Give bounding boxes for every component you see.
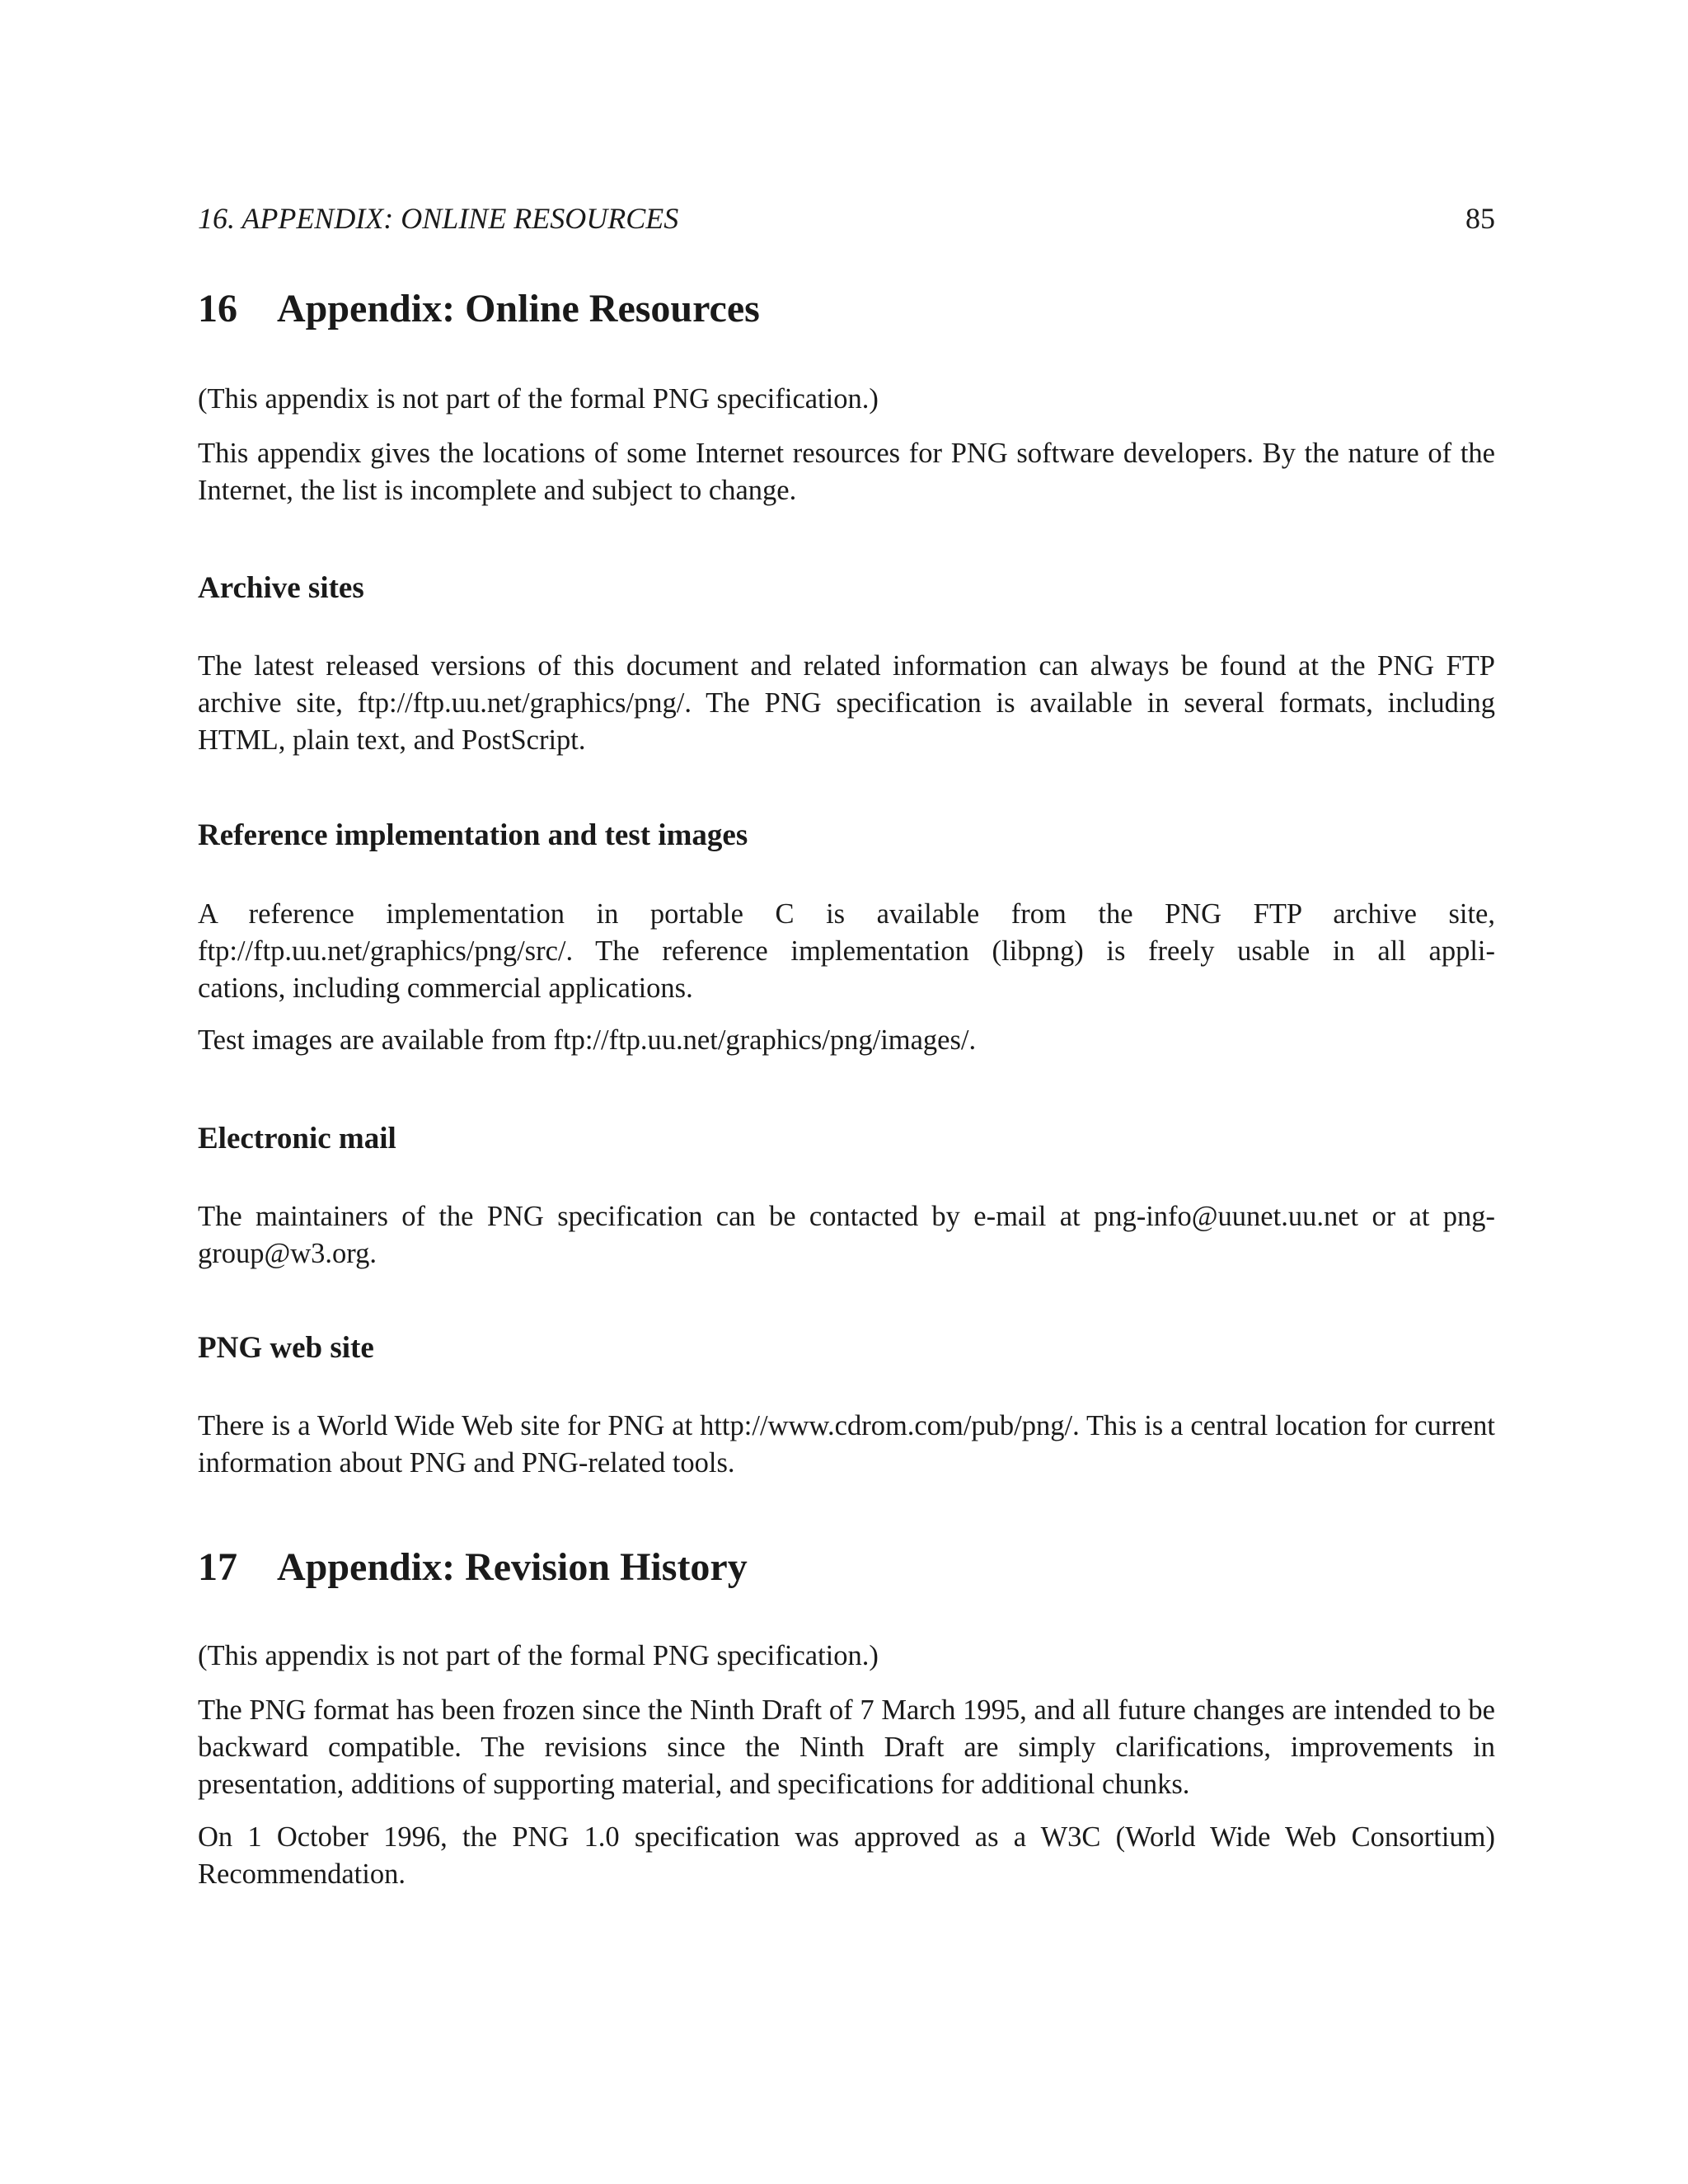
png-web-site-paragraph: There is a World Wide Web site for PNG at http://www.cdrom.com/pub/png/. This is a central location for current information about PNG and PNG-related tools.: [198, 1410, 1495, 1479]
archive-sites-paragraph: The latest released versions of this document and related information can always be found at the PNG FTP archive site, ftp://ftp.uu.net/graphics/png/. The PNG specification is available in several formats, including HTML, plain text, and PostScript.: [198, 650, 1495, 756]
section-16-heading: [198, 284, 1495, 334]
reference-implementation-heading: Reference implementation and test images: [198, 818, 748, 852]
section-17-intro-note: (This appendix is not part of the formal PNG specification.): [198, 1640, 879, 1671]
section-title: Appendix: Online Resources: [277, 287, 760, 330]
section-17-paragraph-1: The PNG format has been frozen since the Ninth Draft of 7 March 1995, and all future changes are intended to be backward compatible. The revisions since the Ninth Draft are simply clarifications, improvements in presentation, additions of supporting material, and specifications for additional chunks.: [198, 1694, 1495, 1800]
test-images-paragraph: Test images are available from ftp://ftp.uu.net/graphics/png/images/.: [198, 1024, 977, 1056]
running-header-chapter: 16. APPENDIX: ONLINE RESOURCES: [198, 202, 679, 235]
section-17-heading: [198, 1543, 1495, 1592]
section-title: Appendix: Revision History: [277, 1545, 748, 1589]
section-number: 16: [198, 287, 237, 330]
png-web-site-heading: PNG web site: [198, 1331, 374, 1365]
section-number: 17: [198, 1545, 237, 1589]
section-16-intro-paragraph: This appendix gives the locations of some Internet resources for PNG software developers. By the nature of the Internet, the list is incomplete and subject to change.: [198, 438, 1495, 506]
section-16-intro-note: (This appendix is not part of the formal PNG specification.): [198, 383, 879, 415]
running-header: [198, 198, 1495, 239]
electronic-mail-heading: Electronic mail: [198, 1122, 396, 1155]
reference-implementation-paragraph: A reference implementation in portable C is available from the PNG FTP archive site, ftp://ftp.uu.net/graphics/png/src/. The reference implementation (libpng) is freely usable in all appli- cations, including commercial applications.: [198, 898, 1495, 1004]
electronic-mail-paragraph: The maintainers of the PNG specification can be contacted by e-mail at png-info@uunet.uu.net or at png-group@w3.org.: [198, 1201, 1495, 1269]
page-number: 85: [1465, 202, 1495, 235]
section-17-paragraph-2: On 1 October 1996, the PNG 1.0 specification was approved as a W3C (World Wide Web Consortium) Recommendation.: [198, 1821, 1495, 1890]
archive-sites-heading: Archive sites: [198, 571, 364, 605]
